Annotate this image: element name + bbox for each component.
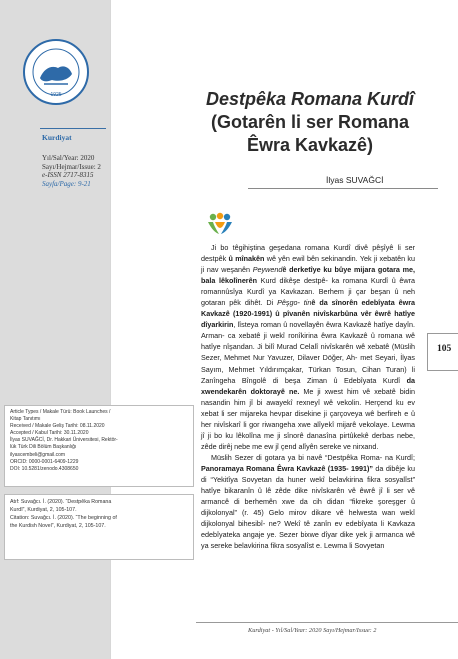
body-text-segment: pîvanên nivîskarbûna vêr êwrê hatîye dîyarkirin xyxy=(201,309,415,330)
body-text-segment: nebe, zêde dirêj nebe me ew jî çend alîyên sereke ve xyxy=(201,430,416,451)
page-number: 105 xyxy=(437,344,452,354)
info_box-line: Kitap Tanıtımı xyxy=(10,416,41,423)
info_box-line: Received / Makale Geliş Tarihi: 08.11.2020 xyxy=(10,423,105,430)
title-line-2: (Gotarên li ser Romana xyxy=(210,112,410,132)
body-text-segment: , lîsteya xyxy=(233,320,259,330)
body-text-segment: ê derketîye ku bûye xyxy=(282,265,352,275)
journal-info xyxy=(42,133,110,188)
body-text-segment: met Seyari, İlyas Sayım, Mehmet Yıldırımçakar, Türkan xyxy=(201,353,415,374)
sidebar-divider xyxy=(110,0,111,659)
info_box-line: DOI: 10.5281/zenodo.4308650 xyxy=(10,465,79,472)
body-text-segment: nirxand. xyxy=(352,441,379,451)
body-text-segment: ji xwest him vê xebatê bidin nasandin him jî bi awayekî xyxy=(201,386,415,407)
body-text-segment: hatîye nîşandan. Ji bilî Murad Celalî nivîskarên wê xebatê xyxy=(201,342,390,352)
body-text-segment: ka romana Kurdî û êwra romannûsîya Kurdî ya Kavkazan. xyxy=(201,276,415,297)
body-text-segment: 1991)” xyxy=(350,463,373,473)
body-text-segment: angaje ye. Sezer bixwe dîyar dike yek ji armanca wê ya xyxy=(201,530,416,551)
info_box-line: Article Types / Makale Türü: Book Launches / xyxy=(10,409,111,415)
body-text-segment: ji bo ku lêkolîna me ji sînorê danasîna pirtûkekê derbas xyxy=(207,430,394,440)
article-info-box xyxy=(4,405,194,487)
body-text-segment: Kurd dikêşe destpê- xyxy=(257,276,328,286)
body-text xyxy=(201,242,415,551)
article-title xyxy=(190,88,430,157)
body-text-segment: Tosun, Cihan Turan) li Zanîngeha Bîngolê di beşa Ziman xyxy=(201,364,416,385)
body-text-segment: (Müslih Sezer, Mehmet Nur Yavuzer, Dilaver Döğer, Ah- xyxy=(201,342,416,363)
body-text-segment: Berhem ji çar beşan û neh gotaran pêk dihêt. Di xyxy=(201,287,415,308)
body-text-segment: da xwendekarên doktorayê ne. xyxy=(201,375,415,396)
citation-box xyxy=(4,494,194,560)
body-text-segment: xebatên ku ji nav weşanên xyxy=(201,254,416,275)
journal-eissn: e-ISSN 2717-8315 xyxy=(42,171,94,180)
body-text-segment: ca xebatê ji wekî ronîkirina êwra Kavkazê û romana wê xyxy=(227,331,415,341)
journal-issue: Sayı/Hejmar/Issue: 2 xyxy=(42,162,101,171)
page-number-box xyxy=(427,333,458,371)
body-text-segment: Peywend xyxy=(252,265,283,275)
body-text-segment: rexneyî wê vekolin. Herçend ku ev xebat li ser mijareka xyxy=(201,397,415,418)
title-line-1: Destpêka Romana Kurdî xyxy=(205,89,415,109)
journal-pages: Sayfa/Page: 9-21 xyxy=(42,179,91,188)
info_box-line: Accepted / Kabul Tarihi: 30.11.2020 xyxy=(10,430,89,437)
body-text-segment: hevpar disekine ji çarçoveya wê berfireh e û her nivîskarî xyxy=(201,408,415,429)
body-text-segment: û Edebîyata Kurdî xyxy=(333,375,407,385)
citation_box-line: Atıf: Suvağcı. İ. (2020). “Destpêka Romana xyxy=(10,499,112,505)
author-name: İlyas SUVAĞCİ xyxy=(326,175,384,185)
citation_box-line: Kurdî”, Kurdiyat, 2, 105-107. xyxy=(10,506,77,513)
body-text-segment: Me xyxy=(299,386,314,396)
body-text-segment: roman û novellayên êwra Kavkazê hatîye dayîn. Arman- xyxy=(201,320,415,341)
body-text-segment: Müslih Sezer di gotara ya bi navê “Destpêka Roma- xyxy=(211,452,383,462)
info_box-line: ilyascembeli@gmail.com xyxy=(10,451,66,458)
body-text-segment: belavkirina fikra sosyalîst” hatîye bikaranîn û lê zêde dike xyxy=(201,474,415,496)
svg-text:1925: 1925 xyxy=(50,92,62,98)
journal-year: Yıl/Sal/Year: 2020 xyxy=(42,154,95,162)
journal-name: Kurdiyat xyxy=(42,133,72,142)
body-text-segment: da dibêje ku di “Yekitîya Sovyetan da huner wekî xyxy=(201,463,416,484)
info_box-line: İlyas SUVAĞCİ, Dr. Hakkari Üniversitesi, Rektör- xyxy=(10,437,118,444)
footer-rule xyxy=(196,622,458,623)
author-rule xyxy=(248,188,438,189)
info_box-line: lük Türk Dili Bölüm Başkanlığı xyxy=(10,444,77,451)
body-text-segment: ne? Wekî tê zanîn ev edebîyata li Kavkaza edebîyateka xyxy=(201,519,415,540)
body-text-segment: Ji bo têgihiştina geşedana romana Kurdî divê pêşîyê li xyxy=(211,243,401,252)
journal-rule xyxy=(40,128,106,129)
body-text-segment: mijara gotara me, bala lêkolînerên xyxy=(201,265,416,286)
body-text-segment: ê da sînorên edebîyata êwra Kavkazê (1920-1991) û xyxy=(201,298,416,319)
body-text-segment: ser destpêk xyxy=(201,243,415,264)
title-line-3: Êwra Kavkazê) xyxy=(246,135,374,155)
body-text-segment: mirov dikare vê helwesta wan wekî dijkolonyal bihesibî- xyxy=(201,508,416,529)
body-text-segment: wê yên ewil bên sekinandin. Yek ji xyxy=(264,254,378,264)
citation_box-line: Citation: Suvağcı. İ. (2020). “The beginning of xyxy=(10,514,117,521)
page-footer: Kurdiyat - Yıl/Sal/Year: 2020 Sayı/Hejmar/Issue: 2 xyxy=(248,627,377,634)
paragraph-2 xyxy=(201,452,415,551)
body-text-segment: na Kurdî; xyxy=(385,452,416,462)
body-text-segment: Panoramaya Romana Êwra Kavkazê (1935- xyxy=(201,463,349,473)
body-text-segment: û mînakên xyxy=(228,254,265,264)
journal-logo-icon xyxy=(205,212,235,236)
body-text-segment: sereke belavkirina fikra sosyalîst e. Lewma li Sovyetan xyxy=(210,541,385,551)
body-text-segment: nivîskarên vê êwrê jî li ser vê armancê di berhemên xwe xyxy=(201,486,416,507)
info_box-line: ORCID: 0000-0001-6409-1229 xyxy=(10,458,79,465)
body-text-segment: Pêşgo- xyxy=(277,298,300,308)
university-seal-icon xyxy=(22,38,90,106)
body-text-segment: tin xyxy=(303,298,312,308)
body-text-segment: da cih didan “fikreke şoreşger û dijkolonyal” (r. 45) Gelo xyxy=(201,497,415,518)
citation_box-line: the Kurdish Novel”, Kurdiyat, 2, 105-107. xyxy=(10,522,106,529)
body-text-segment: li gor riwangeha xwe alîyekî mijarê vekolaye. Lewma jî xyxy=(201,419,415,440)
paragraph-1 xyxy=(201,242,415,452)
